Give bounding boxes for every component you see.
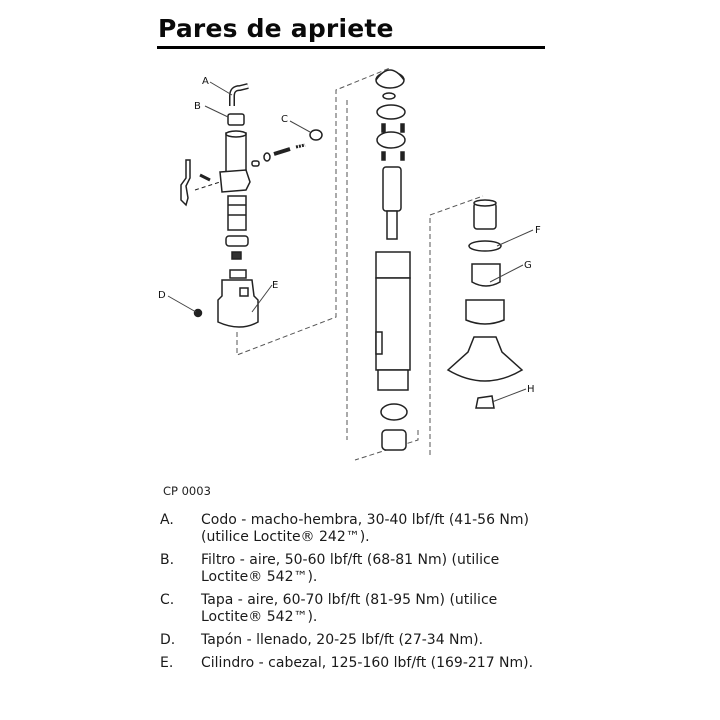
legend-item-b	[160, 552, 560, 586]
torque-legend	[160, 512, 560, 678]
assembly-guide-lines	[237, 68, 483, 460]
callout-h: H	[527, 384, 535, 395]
legend-letter: A.	[160, 512, 174, 528]
legend-item-d	[160, 632, 560, 649]
part-c-air-cap	[252, 130, 322, 166]
callout-b: B	[194, 101, 201, 112]
callout-c: C	[281, 114, 288, 125]
part-e-cylinder-head	[218, 270, 258, 327]
callout-g: G	[524, 260, 532, 271]
part-f	[469, 241, 501, 251]
legend-letter: B.	[160, 552, 175, 568]
piston	[383, 167, 401, 211]
legend-item-a	[160, 512, 560, 546]
legend-letter: E.	[160, 655, 174, 671]
page-title: Pares de apriete	[158, 14, 394, 43]
part-b-filter-nut	[228, 114, 244, 125]
legend-letter: D.	[160, 632, 176, 648]
legend-text: Cilindro - cabezal, 125-160 lbf/ft (169-217 Nm).	[201, 655, 534, 671]
legend-item-e	[160, 655, 560, 672]
legend-text: Tapa - aire, 60-70 lbf/ft (81-95 Nm) (utilice Loctite® 542™).	[201, 592, 498, 625]
lever	[181, 160, 190, 205]
callout-a: A	[202, 76, 209, 87]
callout-e: E	[272, 280, 279, 291]
part-d-fill-plug	[195, 310, 202, 317]
barrel	[376, 252, 410, 390]
part-a-elbow	[232, 86, 248, 106]
callout-d: D	[158, 290, 166, 301]
part-h	[476, 396, 494, 408]
callout-f: F	[535, 225, 541, 236]
legend-text: Tapón - llenado, 20-25 lbf/ft (27-34 Nm).	[201, 632, 484, 648]
legend-text: Filtro - aire, 50-60 lbf/ft (68-81 Nm) (utilice Loctite® 542™).	[201, 552, 500, 585]
legend-text: Codo - macho-hembra, 30-40 lbf/ft (41-56 Nm) (utilice Loctite® 242™).	[201, 512, 529, 545]
part-g	[472, 264, 500, 286]
legend-letter: C.	[160, 592, 175, 608]
figure-code: CP 0003	[163, 484, 211, 498]
valve-body-tube	[226, 133, 246, 173]
legend-item-c	[160, 592, 560, 626]
